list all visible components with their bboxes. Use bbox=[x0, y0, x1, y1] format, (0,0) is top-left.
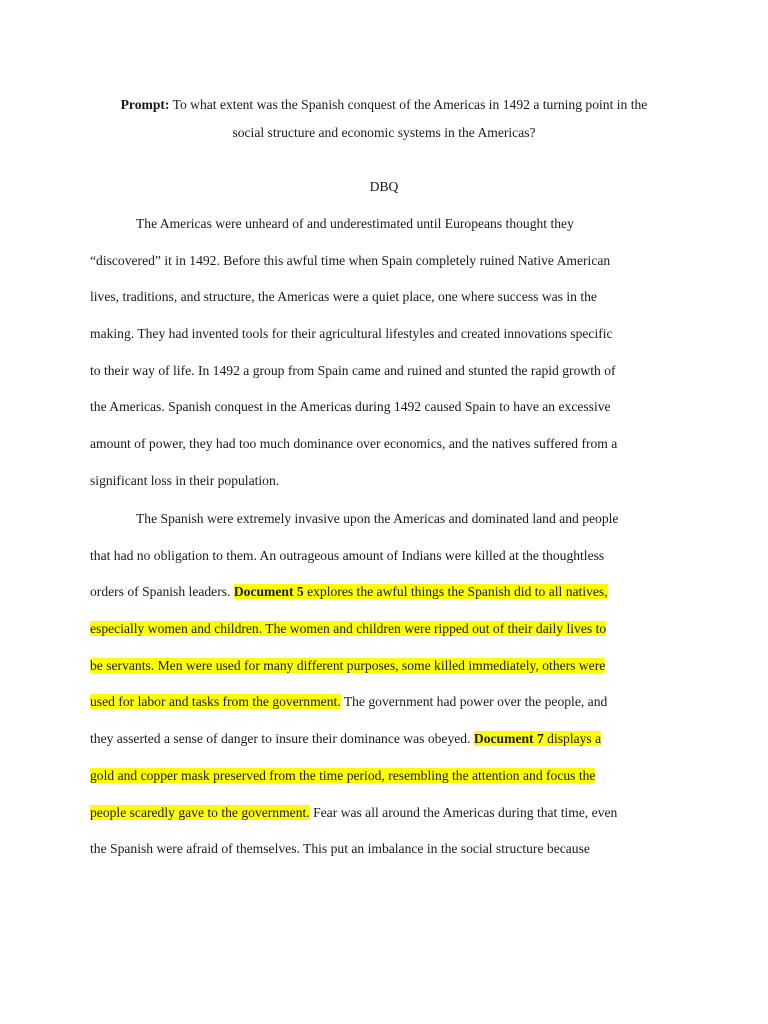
paragraph-1-line: significant loss in their population. bbox=[90, 472, 280, 488]
paragraph-2 bbox=[90, 509, 690, 876]
page-title: DBQ bbox=[369, 179, 399, 194]
paragraph-2-line: the Spanish were afraid of themselves. This put an imbalance in the social structure because bbox=[90, 841, 590, 857]
paragraph-2-line bbox=[90, 619, 690, 656]
paragraph-2-line bbox=[90, 582, 690, 619]
prompt bbox=[80, 91, 688, 147]
prompt-line-1: To what extent was the Spanish conquest of the Americas in 1492 a turning point in the bbox=[169, 97, 648, 112]
highlighted-text: be servants. Men were used for many different purposes, some killed immediately, others were bbox=[90, 657, 606, 673]
paragraph-2-line bbox=[90, 766, 690, 803]
document-reference: Document 5 bbox=[233, 584, 304, 600]
highlighted-text-part: explores the awful things the Spanish did to all natives, bbox=[303, 584, 608, 600]
highlighted-text: especially women and children. The women and children were ripped out of their daily lives to bbox=[90, 621, 607, 637]
paragraph-1-line: The Americas were unheard of and underestimated until Europeans thought they bbox=[136, 216, 574, 231]
paragraph-2-line: that had no obligation to them. An outrageous amount of Indians were killed at the thoughtless bbox=[90, 547, 605, 563]
paragraph-2-line bbox=[90, 803, 690, 840]
paragraph-1-line: amount of power, they had too much dominance over economics, and the natives suffered from a bbox=[90, 436, 618, 452]
paragraph-2-line bbox=[90, 656, 690, 693]
plain-text: Fear was all around the Americas during that time, even bbox=[309, 804, 618, 820]
highlighted-text bbox=[474, 731, 601, 746]
paragraph-1-line: to their way of life. In 1492 a group from Spain came and ruined and stunted the rapid growth of bbox=[90, 362, 616, 378]
paragraph-1-line: making. They had invented tools for their agricultural lifestyles and created innovations specific bbox=[90, 326, 613, 342]
plain-text: they asserted a sense of danger to insure their dominance was obeyed. bbox=[90, 731, 474, 747]
highlighted-text bbox=[234, 584, 608, 599]
paragraph-2-line bbox=[90, 692, 690, 729]
prompt-label: Prompt: bbox=[120, 97, 170, 112]
highlighted-text-part: displays a bbox=[543, 731, 602, 747]
plain-text: orders of Spanish leaders. bbox=[90, 584, 234, 600]
paragraph-1 bbox=[90, 214, 690, 508]
highlighted-text: people scaredly gave to the government. bbox=[90, 804, 310, 820]
prompt-line-2: social structure and economic systems in the Americas? bbox=[232, 125, 536, 140]
highlighted-text: gold and copper mask preserved from the time period, resembling the attention and focus the bbox=[90, 767, 596, 783]
paragraph-2-line: The Spanish were extremely invasive upon the Americas and dominated land and people bbox=[136, 511, 619, 526]
paragraph-2-line bbox=[90, 729, 690, 766]
plain-text: The government had power over the people, and bbox=[340, 694, 608, 710]
document-reference: Document 7 bbox=[473, 731, 544, 747]
paragraph-1-line: “discovered” it in 1492. Before this awful time when Spain completely ruined Native American bbox=[90, 252, 611, 268]
paragraph-1-line: lives, traditions, and structure, the Americas were a quiet place, one where success was in the bbox=[90, 289, 597, 305]
highlighted-text: used for labor and tasks from the government. bbox=[90, 694, 341, 710]
paragraph-1-line: the Americas. Spanish conquest in the Americas during 1492 caused Spain to have an excessive bbox=[90, 399, 611, 415]
